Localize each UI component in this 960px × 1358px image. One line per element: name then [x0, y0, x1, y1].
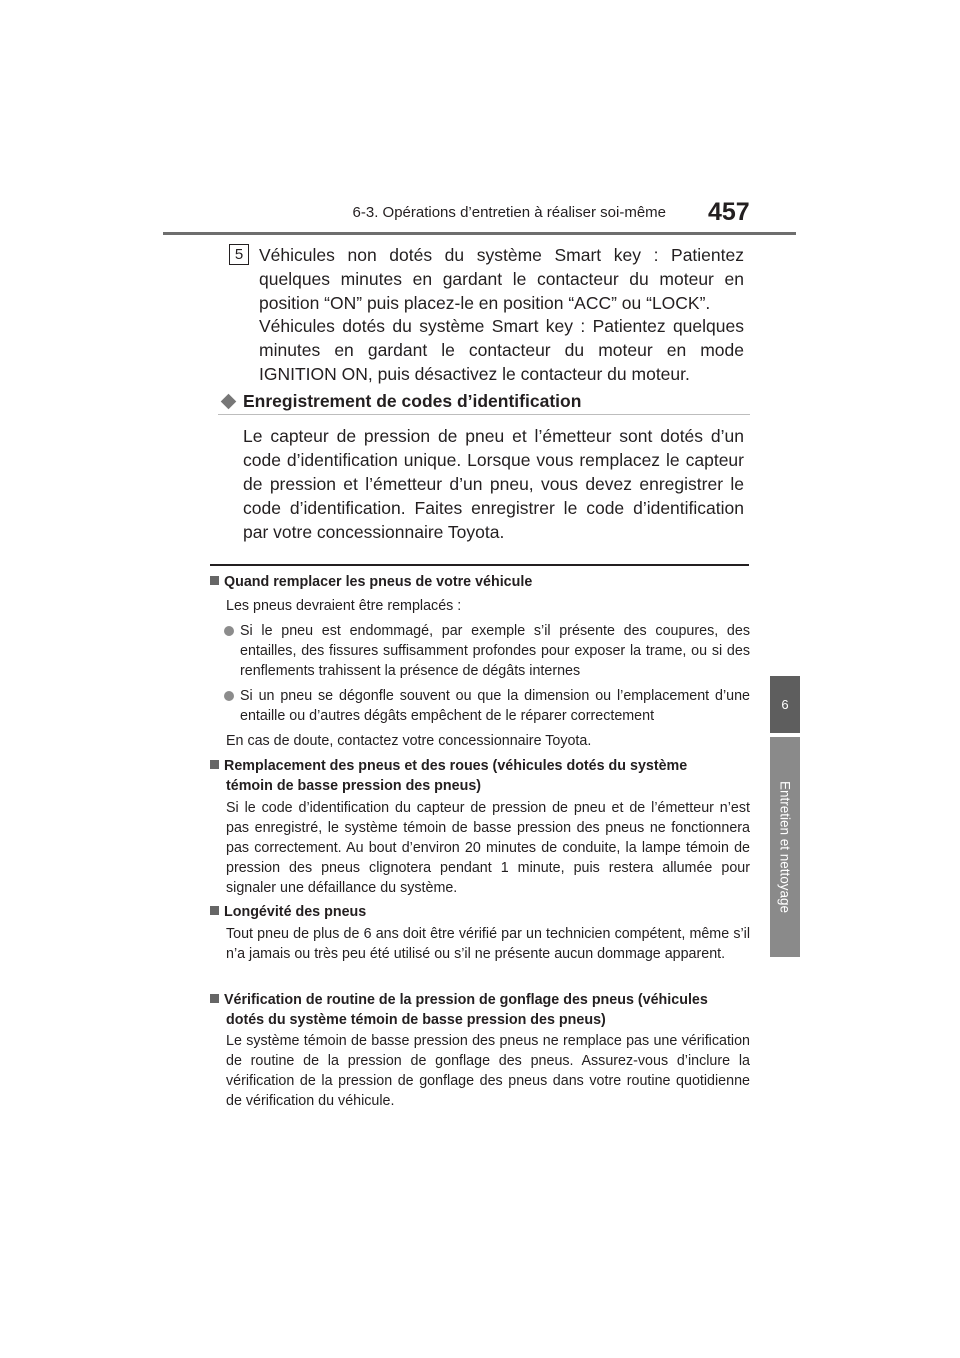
note-intro: Les pneus devraient être remplacés :: [226, 598, 462, 614]
step-paragraph-2: Véhicules dotés du système Smart key : Patientez quelques minutes en gardant le contacteur du moteur en mode IGNITION ON, puis désactivez le contacteur du moteur.: [259, 316, 744, 384]
circle-bullet-icon: [224, 626, 234, 636]
header-section-title: 6-3. Opérations d’entretien à réaliser soi-même: [352, 204, 666, 221]
section-heading: [220, 391, 581, 412]
list-item-text: Si un pneu se dégonfle souvent ou que la dimension ou l’emplacement d’une entaille ou d’autres dégâts empêchent de le réparer correctement: [240, 688, 750, 724]
page-number: 457: [708, 198, 750, 226]
note-heading-tire-replacement: [210, 572, 750, 592]
section-body: Le capteur de pression de pneu et l’émetteur sont dotés d’un code d’identification unique. Lorsque vous remplacez le capteur de pression et l’émetteur d’un pneu, vous devez enregistrer le code d’identification. Faites enregistrer le code d’identification par votre concessionnaire Toyota.: [243, 426, 744, 542]
square-bullet-icon: [210, 760, 219, 769]
header-rule: [163, 232, 796, 235]
note-heading-text: Quand remplacer les pneus de votre véhicule: [224, 574, 533, 590]
section-rule: [218, 414, 750, 415]
note-heading-text: Vérification de routine de la pression de gonflage des pneus (véhicules: [224, 992, 708, 1008]
diamond-icon: [221, 394, 237, 410]
note-body: Si le code d’identification du capteur de pression de pneu et de l’émetteur n’est pas enregistré, le système témoin de basse pression des pneus ne fonctionnera pas correctement. Au bout d’environ 20 minutes de conduite, la lampe témoin de pression des pneus clignotera pendant 1 minute, puis restera allumée pour signaler une défaillance du système.: [226, 800, 750, 896]
list-item-text: Si le pneu est endommagé, par exemple s’il présente des coupures, des entailles, des fissures suffisamment profondes pour exposer la trame, ou si des renflements trahissent la présence de dégâts internes: [240, 623, 750, 679]
note-heading-text: Longévité des pneus: [224, 904, 367, 920]
step-number-badge: 5: [229, 244, 249, 265]
list-item: [224, 686, 750, 726]
note-heading-tire-wheel-replacement: [210, 756, 750, 796]
list-item: [224, 621, 750, 681]
section-heading-text: Enregistrement de codes d’identification: [243, 391, 582, 411]
note-heading-text: Remplacement des pneus et des roues (véhicules dotés du système: [224, 758, 688, 774]
square-bullet-icon: [210, 994, 219, 1003]
chapter-tab: [770, 737, 800, 957]
note-body: Le système témoin de basse pression des pneus ne remplace pas une vérification de routine de la pression de gonflage des pneus. Assurez-vous d’inclure la vérification de la pression de gonflage des pneus dans votre routine quotidienne de vérification du véhicule.: [226, 1033, 750, 1109]
square-bullet-icon: [210, 576, 219, 585]
chapter-tab-title: Entretien et nettoyage: [777, 780, 793, 914]
circle-bullet-icon: [224, 691, 234, 701]
note-heading-tire-longevity: [210, 902, 750, 922]
note-outro: En cas de doute, contactez votre concessionnaire Toyota.: [226, 733, 592, 749]
chapter-tab-number: 6: [770, 676, 800, 733]
note-heading-pressure-check: [210, 990, 750, 1030]
notes-divider: [210, 564, 749, 566]
note-heading-text-line2: dotés du système témoin de basse pression des pneus): [226, 1012, 606, 1028]
note-heading-text-line2: témoin de basse pression des pneus): [226, 778, 482, 794]
step-paragraph-1: Véhicules non dotés du système Smart key : Patientez quelques minutes en gardant le contacteur du moteur en position “ON” puis placez-le en position “ACC” ou “LOCK”.: [259, 245, 744, 313]
square-bullet-icon: [210, 906, 219, 915]
note-body: Tout pneu de plus de 6 ans doit être vérifié par un technicien compétent, même s’il n’a jamais ou très peu été utilisé ou s’il ne présente aucun dommage apparent.: [226, 926, 750, 962]
